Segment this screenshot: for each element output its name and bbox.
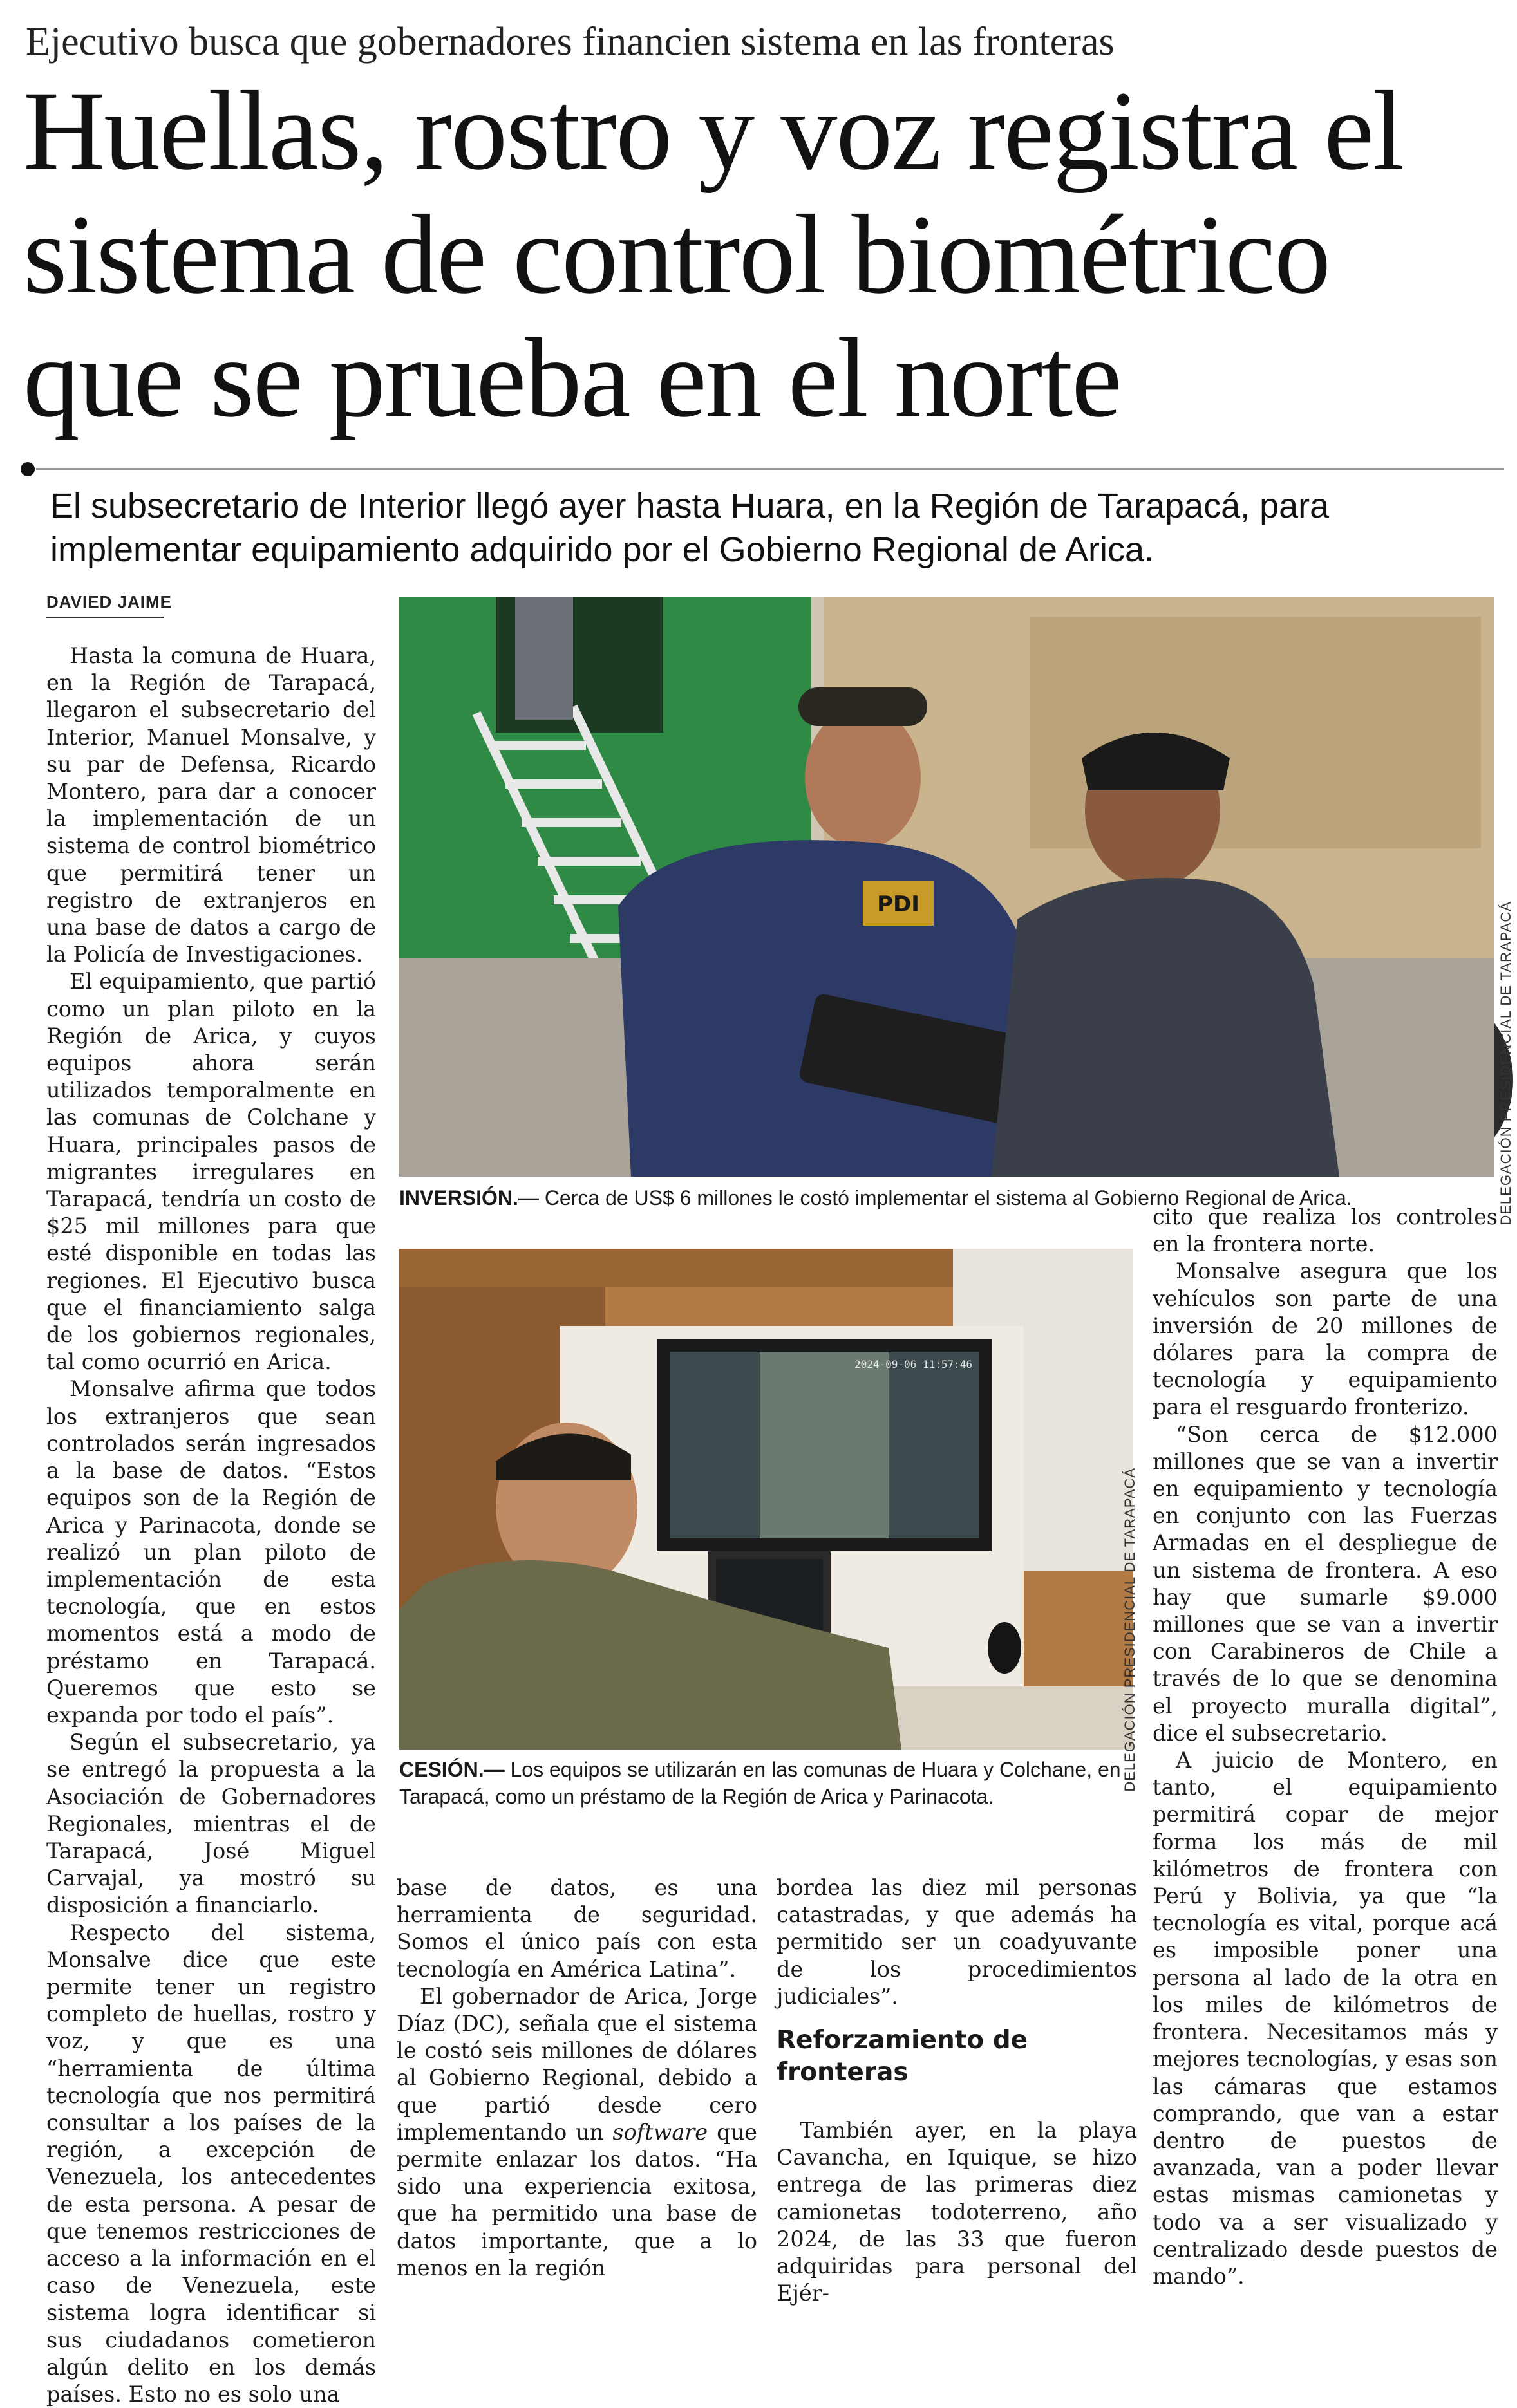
paragraph: bordea las diez mil personas catastradas, y que además ha permitido ser un coadyuvante de los procedimientos judiciales”. [777,1875,1137,2009]
emphasis: software [612,2119,708,2145]
headline: Huellas, rostro y voz registra el sistema de control biométrico que se prueba en el norte [23,68,1404,441]
paragraph: Monsalve asegura que los vehículos son parte de una inversión de 20 millones de dólares para la compra de tecnología y equipamiento para el resguardo fronterizo. [1153,1258,1498,1420]
photo-cesion [399,1249,1133,1750]
paragraph: Hasta la comuna de Huara, en la Región de Tarapacá, llegaron el subsecretario del Interior, Manuel Monsalve, y su par de Defensa, Ricardo Montero, para dar a conocer la implementación de un sistema de control biométrico que permitirá tener un registro de extranjeros en una base de datos a cargo de la Policía de Investigaciones. [46,643,376,967]
byline: DAVIED JAIME [46,592,172,611]
screen-timestamp: 2024-09-06 11:57:46 [854,1358,972,1370]
text-run: El gobernador de Arica, Jorge Díaz (DC), señala que el sistema le costó seis millones de dólares al Gobierno Regional, debido a que partió desde cero implementando un [397,1983,757,2145]
badge-text: PDI [877,891,919,917]
headline-divider [36,468,1504,470]
lede: El subsecretario de Interior llegó ayer hasta Huara, en la Región de Tarapacá, para implementar equipamiento adquirido por el Gobierno Regional de Arica. [50,487,1330,569]
kicker: Ejecutivo busca que gobernadores financien sistema en las fronteras [26,20,1115,64]
body-column-1 [46,642,376,2407]
paragraph: Monsalve afirma que todos los extranjeros que sean controlados serán ingresados a la base de datos. “Estos equipos son de la Región de Arica y Parinacota, donde se realizó un plan piloto de implementación de esta tecnología, que en estos momentos está a modo de préstamo en Tarapacá. Queremos que esto se expanda por todo el país”. [46,1376,376,1728]
byline-underline [46,617,164,618]
paragraph: “Son cerca de $12.000 millones que se van a invertir en equipamiento y tecnología en conjunto con las Fuerzas Armadas en el despliegue de un sistema de frontera. A eso hay que sumarle $9.000 millones que se van a invertir con Carabineros de Chile a través de lo que se denomina el proyecto muralla digital”, dice el subsecretario. [1153,1421,1498,1746]
paragraph [397,1983,757,2282]
body-column-3 [777,1874,1137,2306]
body-column-2 [397,1874,757,2281]
caption-cesion [399,1756,1140,1810]
paragraph: El equipamiento, que partió como un plan piloto en la Región de Arica, y cuyos equipos ahora serán utilizados temporalmente en las comunas de Colchane y Huara, principales pasos de migrantes irregulares en Tarapacá, tendría un costo de $25 mil millones para que esté disponible en todas las regiones. El Ejecutivo busca que el financiamiento salga de los gobiernos regionales, tal como ocurrió en Arica. [46,969,376,1375]
photo-inversion [399,597,1494,1177]
body-column-4 [1153,1204,1498,2289]
paragraph: A juicio de Montero, en tanto, el equipamiento permitirá copar de mejor forma los más de mil kilómetros de frontera con Perú y Bolivia, ya que “la tecnología es vital, porque acá es imposible poner una persona al lado de la otra en los miles de kilómetros de frontera. Necesitamos más y mejores tecnologías, y esas son las cámaras que estamos comprando, que van a estar dentro de puestos de avanzada, van a poder llevar estas mismas camionetas y todo va a ser visualizado y centralizado desde puestos de mando”. [1153,1748,1498,2289]
caption-tag: INVERSIÓN.— [399,1186,539,1209]
bullet-dot [21,462,35,476]
paragraph: base de datos, es una herramienta de seguridad. Somos el único país con esta tecnología en América Latina”. [397,1875,757,1982]
paragraph: Según el subsecretario, ya se entregó la propuesta a la Asociación de Gobernadores Regionales, mientras el de Tarapacá, José Miguel Carvajal, ya mostró su disposición a financiarlo. [46,1730,376,1918]
text-run: que permite enlazar los datos. “Ha sido una experiencia exitosa, que ha permitido una base de datos importante, que a lo menos en la región [397,2119,757,2281]
caption-text: Los equipos se utilizarán en las comunas de Huara y Colchane, en Tarapacá, como un préstamo de la Región de Arica y Parinacota. [399,1758,1121,1808]
caption-text: Cerca de US$ 6 millones le costó implementar el sistema al Gobierno Regional de Arica. [538,1186,1352,1209]
photo-credit: DELEGACIÓN PRESIDENCIAL DE TARAPACÁ [1498,901,1514,1226]
paragraph: cito que realiza los controles en la frontera norte. [1153,1204,1498,1257]
paragraph: Respecto del sistema, Monsalve dice que este permite tener un registro completo de huellas, rostro y voz, y que es una “herramienta de última tecnología que nos permitirá consultar a los países de la región, a excepción de Venezuela, los antecedentes de esta persona. A pesar de que tenemos restricciones de acceso a la información en el caso de Venezuela, este sistema logra identificar si sus ciudadanos cometieron algún delito en los demás países. Esto no es solo una [46,1919,376,2407]
subheading: Reforzamiento de fronteras [777,2026,1028,2087]
paragraph: También ayer, en la playa Cavancha, en Iquique, se hizo entrega de las primeras diez camionetas todoterreno, año 2024, de las 33 que fueron adquiridas para personal del Ejér- [777,2118,1137,2306]
photo-credit: DELEGACIÓN PRESIDENCIAL DE TARAPACÁ [1122,1468,1138,1792]
caption-tag: CESIÓN.— [399,1758,505,1781]
